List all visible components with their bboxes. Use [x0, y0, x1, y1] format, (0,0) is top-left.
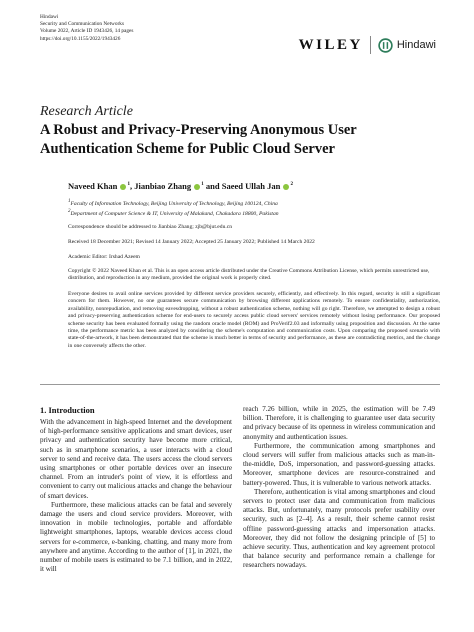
- volume-line: Volume 2022, Article ID 1943426, 14 pages: [40, 28, 134, 35]
- publisher-name: Hindawi: [40, 14, 59, 20]
- wiley-logo: WILEY: [298, 36, 363, 53]
- author-name: Jianbiao Zhang: [134, 181, 192, 191]
- body-column-right: [243, 405, 435, 571]
- orcid-icon[interactable]: [283, 184, 289, 190]
- article-type: Research Article: [40, 104, 133, 119]
- journal-meta: [40, 14, 133, 43]
- author-name: Naveed Khan: [68, 181, 118, 191]
- author-name: Saeed Ullah Jan: [221, 181, 281, 191]
- affiliations: [68, 198, 448, 219]
- paragraph: reach 7.26 billion, while in 2025, the estimation will be 7.49 billion. Therefore, it is challenging to guarantee user data security and privacy because of its openness in wireless communication and anonymity and authentication issues.: [243, 405, 435, 441]
- hindawi-logo-icon: [378, 38, 393, 53]
- publisher-logos: [299, 36, 436, 54]
- body-column-left: [40, 418, 232, 574]
- article-title: A Robust and Privacy-Preserving Anonymous User Authentication Scheme for Public Cloud Server: [40, 122, 357, 157]
- paragraph: With the advancement in high-speed Internet and the development of high-performance sensitive applications and smart devices, user privacy and authentication security have become more critical, such as in smartphone scenarios, a user interacts with a cloud server to send and receive data. The users access the cloud servers using smartphones or other portable devices over an insecure channel. From an intruder's point of view, it is effortless and convenient to carry out malicious attacks and change the behaviour of smart devices.: [40, 418, 232, 500]
- section-heading: 1. Introduction: [40, 405, 95, 415]
- paragraph: Furthermore, the communication among smartphones and cloud servers will suffer from malicious attacks such as man-in-the-middle, DoS, impersonation, and password-guessing attacks. Moreover, smartphone devices are resource-constrained and battery-powered. Thus, it is vulnerable to various network attacks.: [243, 441, 435, 487]
- hindawi-logo-text: Hindawi: [396, 39, 436, 51]
- abstract: Everyone desires to avail online services provided by different service providers securely, efficiently, and effectively. In this regard, security is still a significant concern for them. However, no one guarantees secure communication by browsing different applications remotely. To ensure confidentiality, authorization, availability, nonrepudiation, and removing eavesdropping, without a robust authentication scheme, nothing will go right. Therefore, we attempted to design a robust and privacy-preserving authentication scheme for end-users to securely access public cloud servers' services remotely without losing performance. Our proposed scheme security has been evaluated formally using the random oracle model (ROM) and ProVerif2.03 and informally using proposition and discussion. At the same time, the performance metric has been analyzed by considering the scheme's computation and communication costs. Upon comparing the proposed scenario with state-of-the-artwork, it has been demonstrated that the scheme is much better in terms of security and performance, as these are contradicting metrics, and the change in one conversely affects the other.: [68, 291, 440, 349]
- paragraph: Therefore, authentication is vital among smartphones and cloud servers to protect user data and communication from malicious attacks. But, unfortunately, many protocols prefer usability over security, such as [2–4]. As a result, their scheme cannot resist offline password-guessing attacks and impersonation attacks. Moreover, they did not follow the designing principle of [5] to achieve security. Thus, authentication and key agreement protocol that balance security and performance remain a challenge for researchers nowadays.: [243, 487, 435, 570]
- affiliation: $^1$Faculty of Information Technology, Beijing University of Technology, Beijing 100124, China: [68, 199, 278, 207]
- article-dates: Received 18 December 2021; Revised 14 January 2022; Accepted 25 January 2022; Published 14 March 2022: [68, 239, 315, 245]
- section-divider: [40, 384, 440, 385]
- academic-editor: Academic Editor: Irshad Azeem: [68, 254, 140, 260]
- copyright-notice: Copyright © 2022 Naveed Khan et al. This is an open access article distributed under the Creative Commons Attribution License, which permits unrestricted use, distribution, and reproduction in any medium, provided the original work is properly cited.: [68, 268, 430, 282]
- journal-name: Security and Communication Networks: [40, 21, 125, 28]
- paragraph: Furthermore, these malicious attacks can be fatal and severely damage the users and cloud service providers. Moreover, with innovation in mobile technologies, portable and affordable lightweight smartphones, laptops, wearable devices access cloud servers for e-commerce, e-banking, chatting, and many more from anywhere and anytime. According to the author of [1], in 2021, the number of mobile users is estimated to be 7.1 billion, and in 2022, it will: [40, 500, 232, 574]
- orcid-icon[interactable]: [194, 184, 200, 190]
- doi-link[interactable]: https://doi.org/10.1155/2022/1943426: [40, 35, 121, 42]
- author-list: Naveed Khan $^1$, Jianbiao Zhang $^1$ and Saeed Ullah Jan $^2$: [68, 181, 293, 191]
- affiliation: $^2$Department of Computer Science & IT, University of Malakand, Chakadara 18800, Pakistan: [68, 209, 279, 218]
- orcid-icon[interactable]: [120, 184, 126, 190]
- logo-divider: [370, 36, 371, 54]
- correspondence: Correspondence should be addressed to Jianbiao Zhang; zjb@bjut.edu.cn: [68, 224, 233, 230]
